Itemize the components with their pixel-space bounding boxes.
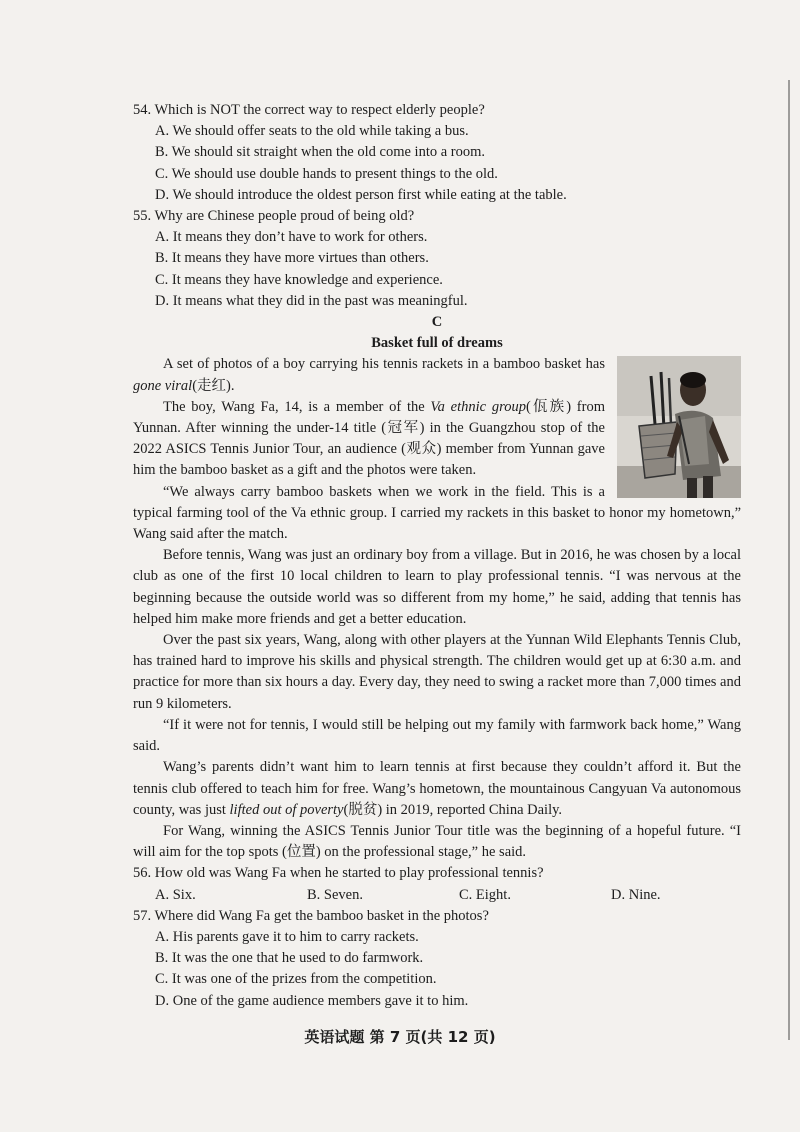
passage-p1-text-a: A set of photos of a boy carrying his tennis rackets in a bamboo basket has [163, 356, 605, 373]
question-56-stem: 56. How old was Wang Fa when he started to play professional tennis? [133, 865, 544, 882]
question-57-option-d: D. One of the game audience members gave it to him. [155, 992, 469, 1009]
question-55-option-d: D. It means what they did in the past was meaningful. [155, 292, 468, 309]
question-57-option-c: C. It was one of the prizes from the competition. [155, 971, 437, 988]
passage-p2-text-b: (佤族) from Yunnan. After winning the under-14 title (冠军) in the Guangzhou stop of the 2022 ASICS Tennis Junior Tour, an audience (观众) member from Yunnan gave him the bamboo basket as a gift and the photos were taken. [133, 398, 605, 479]
question-57-option-a: A. His parents gave it to him to carry rackets. [155, 928, 419, 945]
boy-with-basket-photo [617, 356, 741, 498]
page-content [133, 100, 741, 1012]
passage-p2-text-a: The boy, Wang Fa, 14, is a member of the [163, 398, 431, 415]
passage-paragraph-8: For Wang, winning the ASICS Tennis Junior Tour title was the beginning of a hopeful future. “I will aim for the top spots (位置) on the professional stage,” he said. [133, 822, 741, 861]
question-55 [133, 206, 741, 312]
question-56 [133, 863, 741, 905]
question-56-option-a: A. Six. [155, 886, 196, 903]
photo-illustration [617, 356, 741, 498]
question-55-stem: 55. Why are Chinese people proud of being old? [133, 208, 415, 225]
passage-paragraph-7 [133, 757, 741, 821]
passage-paragraph-5: Over the past six years, Wang, along with other players at the Yunnan Wild Elephants Tennis Club, has trained hard to improve his skills and physical strength. The children would get up at 6:30 a.m. and practice for more than six hours a day. Every day, they need to swing a racket more than 7,000 times and run 9 kilometers. [133, 632, 741, 712]
passage-p1-italic: gone viral [133, 377, 193, 394]
passage-paragraph-3: “We always carry bamboo baskets when we work in the field. This is a typical farming tool of the Va ethnic group. I carried my rackets in this basket to honor my hometown,” Wang said after the match. [133, 483, 741, 543]
passage-p7-text-a: Wang’s parents didn’t want him to learn tennis at first because they couldn’t afford it. But the tennis club offered to teach him for free. Wang’s hometown, the mountainous Cangyuan Va autonomous county, was just [133, 759, 741, 818]
passage-paragraph-6: “If it were not for tennis, I would still be helping out my family with farmwork back home,” Wang said. [133, 716, 741, 755]
passage-p7-text-b: (脱贫) in 2019, reported China Daily. [343, 801, 563, 818]
question-56-option-c: C. Eight. [459, 886, 511, 903]
passage-p1-text-b: (走红). [192, 377, 235, 394]
question-54-option-c: C. We should use double hands to present things to the old. [155, 165, 498, 182]
passage-p7-italic: lifted out of poverty [229, 801, 344, 818]
question-57 [133, 906, 741, 1012]
question-54-option-d: D. We should introduce the oldest person first while eating at the table. [155, 186, 567, 203]
passage-title: Basket full of dreams [371, 335, 503, 352]
question-57-stem: 57. Where did Wang Fa get the bamboo basket in the photos? [133, 907, 489, 924]
question-54 [133, 100, 741, 206]
question-57-option-b: B. It was the one that he used to do farmwork. [155, 950, 424, 967]
passage-paragraph-4: Before tennis, Wang was just an ordinary boy from a village. But in 2016, he was chosen by a local club as one of the first 10 local children to learn to play professional tennis. “I was nervous at the beginning because the outside world was so different from my home,” he said, adding that tennis has helped him make more friends and get a better education. [133, 547, 741, 627]
question-55-option-c: C. It means they have knowledge and experience. [155, 271, 443, 288]
page-footer: 英语试题 第 7 页(共 12 页) [304, 1028, 496, 1046]
question-56-options [133, 885, 741, 906]
question-56-option-d: D. Nine. [611, 886, 661, 903]
question-54-stem: 54. Which is NOT the correct way to respect elderly people? [133, 102, 485, 118]
question-54-option-b: B. We should sit straight when the old come into a room. [155, 144, 486, 161]
question-55-option-a: A. It means they don’t have to work for others. [155, 229, 428, 246]
question-56-option-b: B. Seven. [307, 886, 363, 903]
question-55-option-b: B. It means they have more virtues than others. [155, 250, 429, 267]
section-letter: C [431, 314, 443, 331]
page-edge-line [788, 80, 790, 1040]
question-54-option-a: A. We should offer seats to the old while taking a bus. [155, 123, 469, 140]
passage-p2-italic: Va ethnic group [430, 398, 526, 415]
